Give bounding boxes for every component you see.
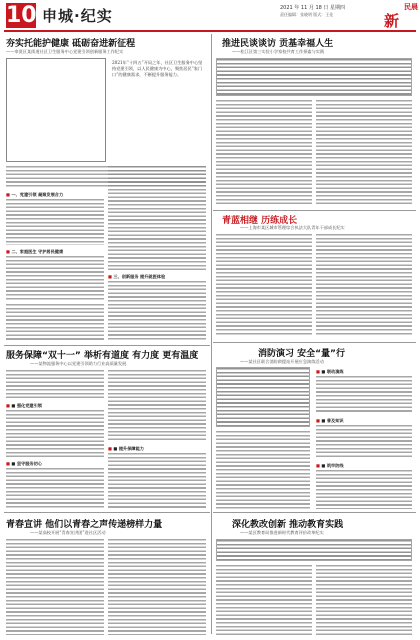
article-1-bullet-2: ■ 二、家庭医生 守护居民健康: [6, 249, 63, 255]
divider: [213, 512, 416, 513]
article-1-text: [6, 256, 104, 300]
page-number: 10: [6, 3, 37, 28]
article-1-photo: [6, 58, 106, 162]
article-4-text: [108, 453, 206, 508]
masthead-rule: [4, 30, 416, 32]
article-6-subhead: ——某高校开展“青春宣讲团”进社区活动: [30, 530, 106, 535]
article-4-bullet-2: ■ ■ 坚守服务初心: [6, 461, 42, 467]
article-2-headline: 推进民谈谈访 贡基幸福人生: [222, 39, 334, 49]
article-5-lead: [216, 367, 310, 427]
column-divider: [211, 34, 212, 634]
article-4-bullet-1: ■ ■ 强化党建引领: [6, 403, 42, 409]
article-5-text: [216, 431, 310, 509]
article-5-text: [316, 470, 412, 509]
logo-main-text: 新: [384, 12, 400, 30]
article-1-quote: 2021年“十四五”开局之年，社区卫生服务中心坚持党建引领，以人民健康为中心，聚焦居民“家门口”的健康需求，不断提升服务能力。: [112, 60, 203, 77]
logo-small-text: 民晨: [404, 3, 418, 11]
article-6-text: [6, 539, 104, 635]
divider: [213, 210, 416, 211]
article-1-bullet-3: ■ 三、创新服务 提升就医体验: [108, 274, 165, 280]
article-6-headline: 青春宣讲 他们以青春之声传递榜样力量: [6, 520, 163, 530]
article-4-headline: 服务保障“双十一” 举析有道度 有力度 更有温度: [6, 351, 199, 361]
article-4-bullet-3: ■ ■ 提升保障能力: [108, 446, 144, 452]
article-1-headline: 夯实托能护健康 砥砺奋进新征程: [6, 39, 136, 49]
article-7-text: [216, 565, 312, 635]
article-3-headline: 青蓝相继 历练成长: [222, 216, 298, 226]
article-1-text: [108, 166, 206, 270]
article-5-text: [316, 376, 412, 414]
article-4-text: [108, 370, 206, 442]
article-7-subhead: ——某区教育局推进新时代教育评价改革纪实: [240, 530, 324, 535]
article-1-text: [6, 304, 104, 340]
newspaper-logo: [384, 2, 418, 30]
article-5-bullet-3: ■ ■ 筑牢防线: [316, 463, 344, 469]
article-5-bullet-1: ■ ■ 联动演练: [316, 369, 344, 375]
article-5-text: [316, 425, 412, 459]
article-2-text: [216, 100, 312, 206]
editor-line: 责任编辑：张晓明 版式：王佳: [280, 12, 334, 17]
article-5-subhead: ——某社区联合消防救援站开展应急演练活动: [240, 359, 324, 364]
article-3-subhead: ——上海市某区城市管理综合执法大队青年干部成长纪实: [240, 225, 345, 230]
article-4-text: [6, 370, 104, 400]
article-5-bullet-2: ■ ■ 普及知识: [316, 418, 344, 424]
article-1-subhead: ——奉贤区某街道社区卫生服务中心党建引领创新服务工作纪实: [6, 49, 124, 54]
section-title: 申城·纪实: [42, 7, 113, 25]
article-3-text: [216, 234, 312, 336]
article-3-text: [316, 234, 412, 336]
article-5-headline: 消防演习 安全“量”行: [258, 349, 345, 359]
divider: [213, 342, 416, 343]
article-6-text: [108, 539, 206, 635]
article-2-subhead: ——松江区第三实验小学家校共育工作探索与实践: [232, 49, 325, 54]
date-line: 2021 年 11 月 18 日 星期四: [280, 5, 345, 11]
divider: [4, 345, 210, 346]
divider: [4, 512, 210, 513]
article-7-headline: 深化教改创新 推动教育实践: [232, 520, 344, 530]
article-7-lead: [216, 539, 412, 561]
article-1-text: [6, 199, 104, 245]
article-4-text: [6, 410, 104, 458]
article-2-lead: [216, 58, 412, 96]
article-2-text: [316, 100, 412, 206]
article-4-text: [6, 468, 104, 508]
article-1-bullet-1: ■ 一、党建引领 凝聚发展合力: [6, 192, 63, 198]
article-1-text: [108, 281, 206, 341]
article-7-text: [316, 565, 412, 635]
article-4-subhead: ——某物流服务中心以党建引领助力行业高质量发展: [30, 361, 127, 366]
